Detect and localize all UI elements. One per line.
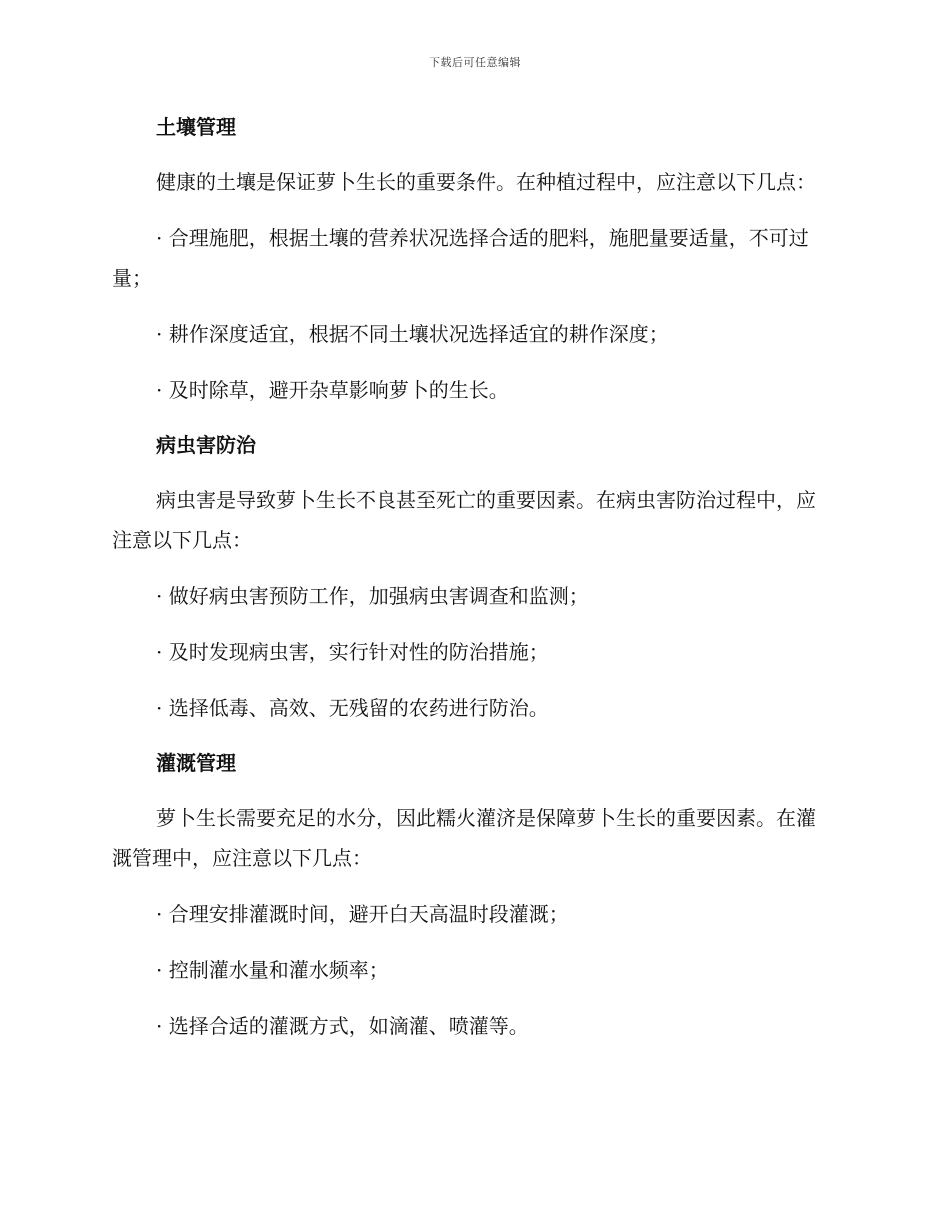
- section-intro: 萝卜生长需要充足的水分，因此糯火灌济是保障萝卜生长的重要因素。在灌溉管理中，应注意以下几点：: [112, 806, 816, 870]
- bullet-item: · 合理施肥，根据土壤的营养状况选择合适的肥料，施肥量要适量，不可过量；: [112, 226, 809, 290]
- section-soil-management: [112, 108, 832, 410]
- section-intro: 健康的土壤是保证萝卜生长的重要条件。在种植过程中，应注意以下几点：: [156, 170, 816, 194]
- bullet-item: · 控制灌水量和灌水频率；: [156, 958, 389, 982]
- bullet-item: · 选择低毒、高效、无残留的农药进行防治。: [156, 696, 549, 720]
- section-pest-control: [112, 426, 832, 728]
- bullet-item: · 选择合适的灌溉方式，如滴灌、喷灌等。: [156, 1014, 529, 1038]
- document-body: [112, 108, 832, 1062]
- section-heading: 土壤管理: [156, 115, 236, 139]
- bullet-item: · 耕作深度适宜，根据不同土壤状况选择适宜的耕作深度；: [156, 322, 669, 346]
- header-note: 下载后可任意编辑: [429, 56, 521, 69]
- bullet-item: · 及时发现病虫害，实行针对性的防治措施；: [156, 640, 549, 664]
- bullet-item: · 合理安排灌溉时间，避开白天高温时段灌溉；: [156, 902, 569, 926]
- section-heading: 灌溉管理: [156, 751, 236, 775]
- bullet-item: · 及时除草，避开杂草影响萝卜的生长。: [156, 378, 509, 402]
- section-intro: 病虫害是导致萝卜生长不良甚至死亡的重要因素。在病虫害防治过程中，应注意以下几点：: [112, 488, 816, 552]
- bullet-item: · 做好病虫害预防工作，加强病虫害调查和监测；: [156, 584, 589, 608]
- section-heading: 病虫害防治: [156, 433, 256, 457]
- section-irrigation-management: [112, 744, 832, 1046]
